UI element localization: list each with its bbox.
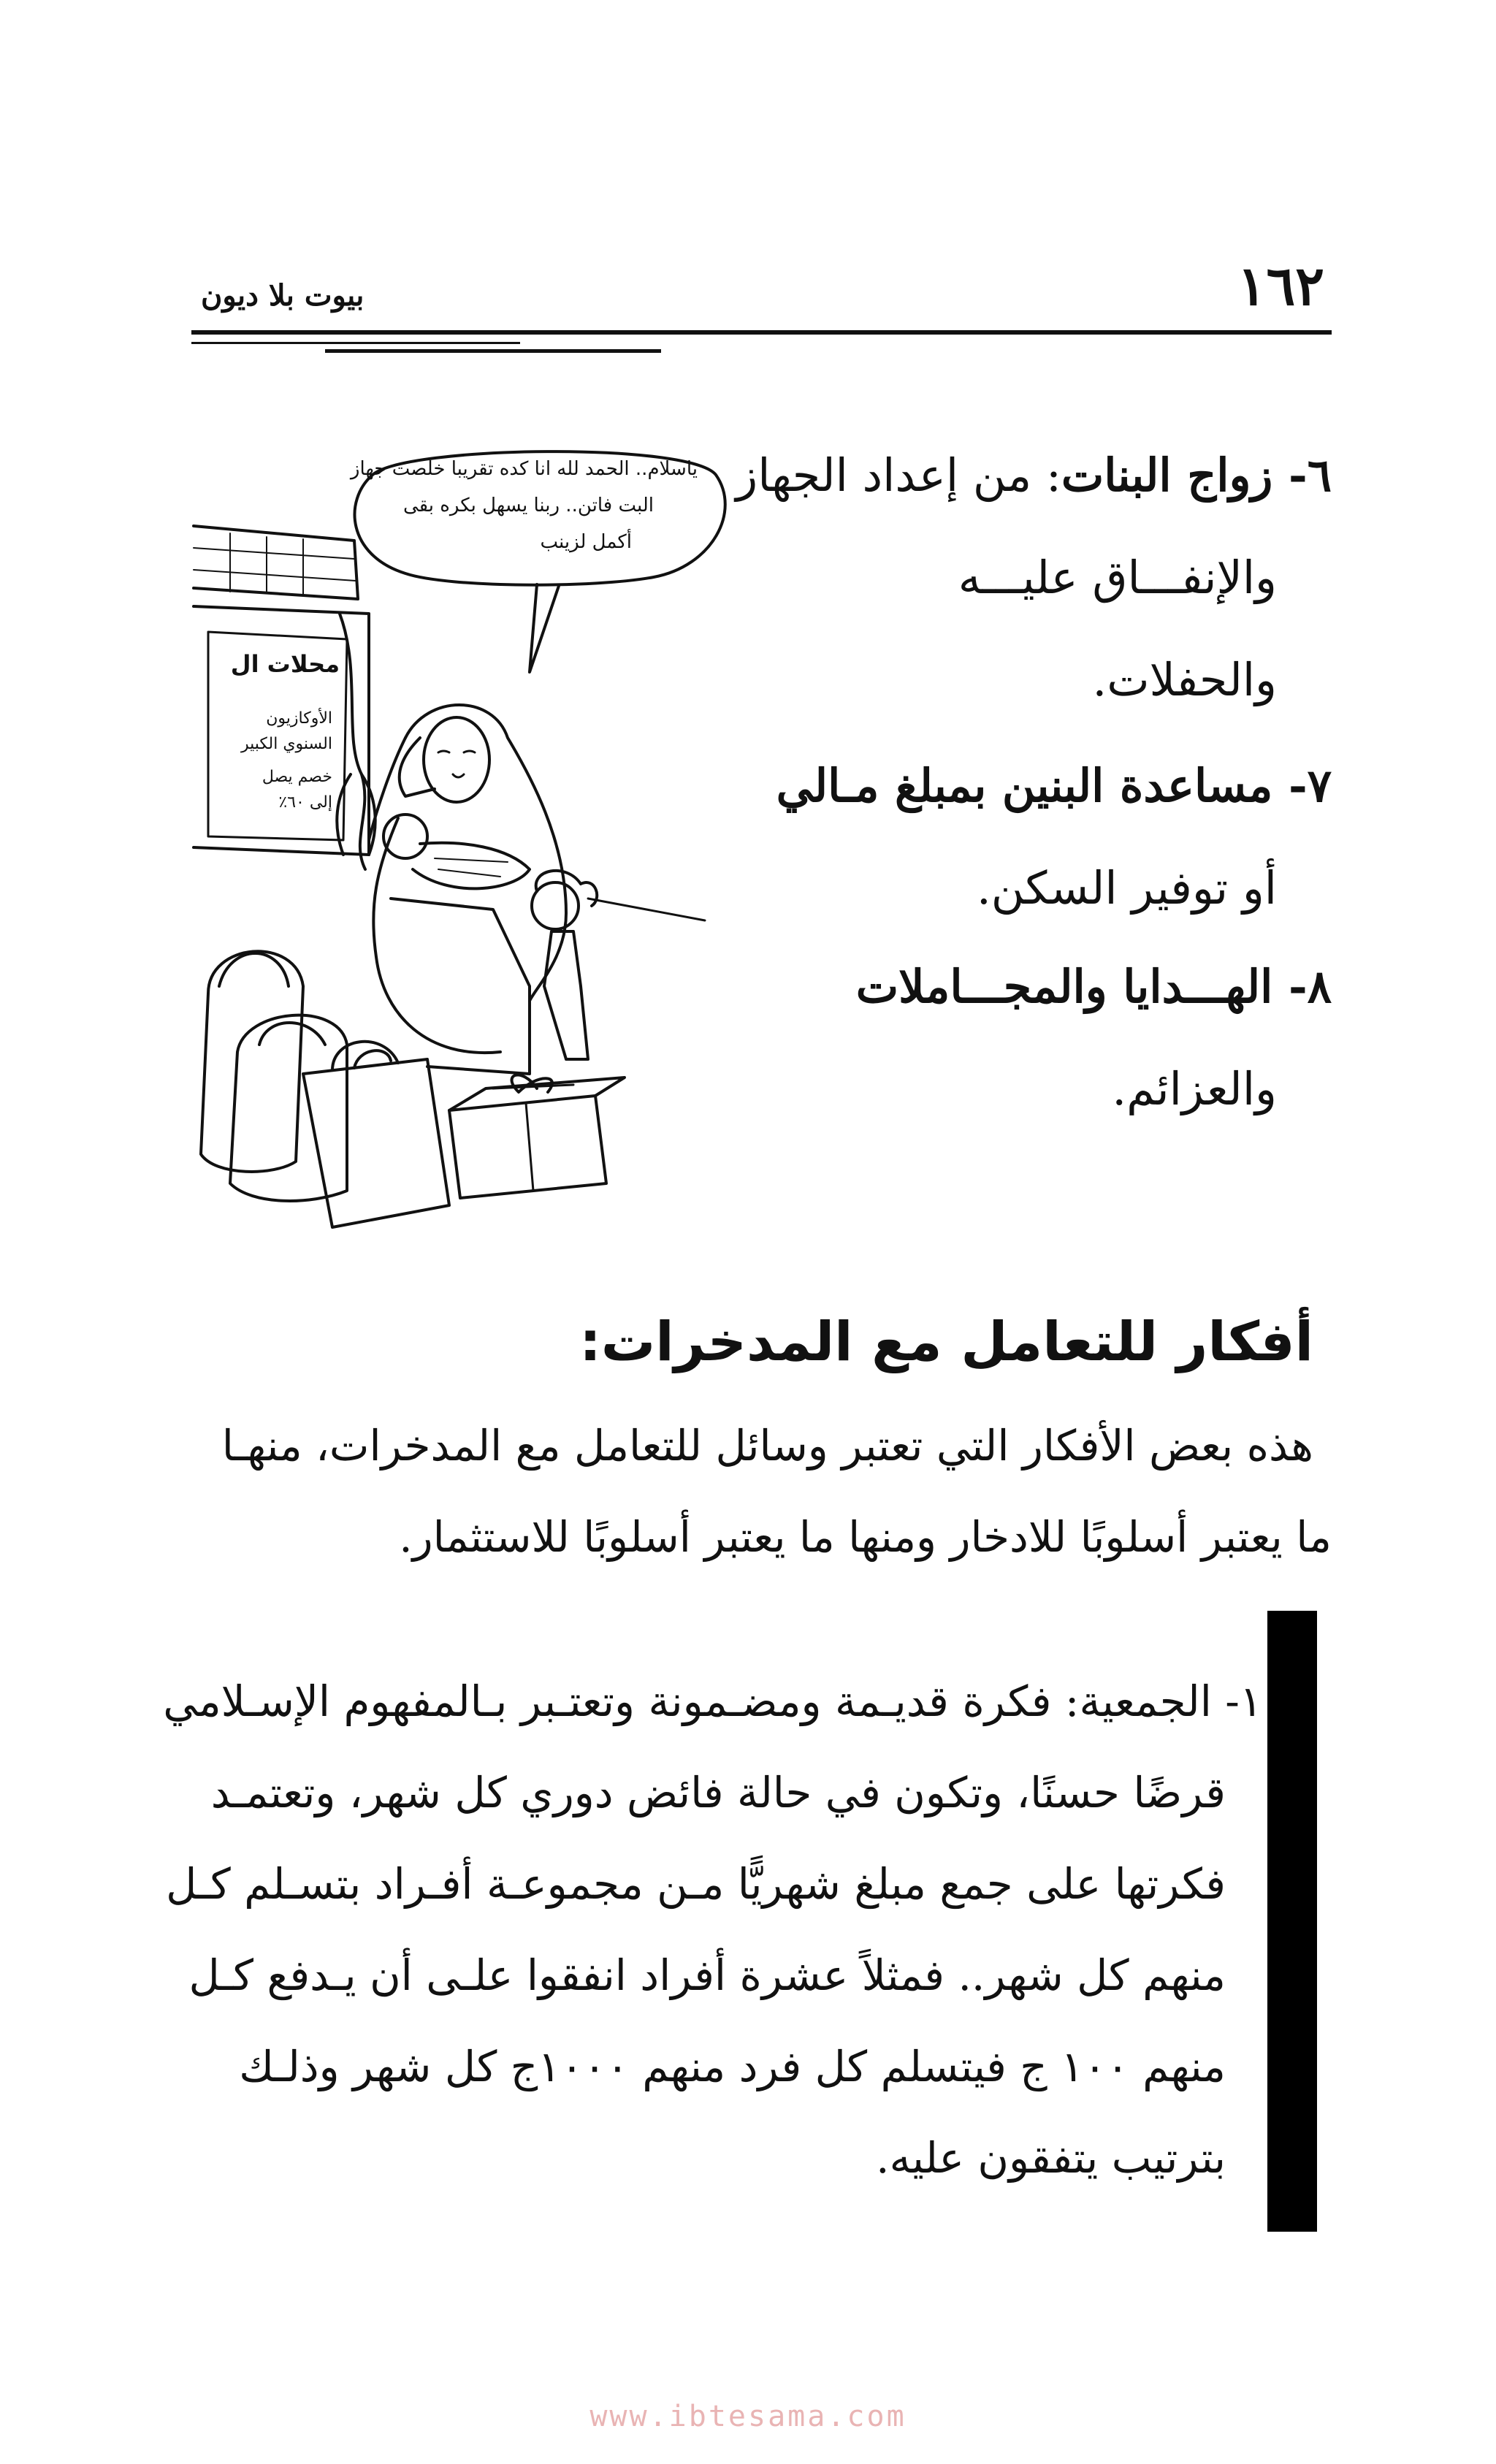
shop-sign-line-2: السنوي الكبير [240,735,332,753]
woman-arm-raised [400,738,435,796]
section-heading: أفكار للتعامل مع المدخرات: [579,1311,1313,1373]
speech-text-1: ياسلام.. الحمد لله انا كده تقريبا خلصت جهاز [350,458,698,480]
idea-1-line-3: فكرتها على جمع مبلغ شهريًّا مـن مجموعـة أفـراد بتسـلم كـل [166,1859,1226,1909]
item-6-line-2: والإنفـــاق عليـــه [958,551,1277,604]
idea-1-line-6: بترتيب يتفقون عليه. [876,2133,1226,2183]
item-8-line-2: والعزائم. [1112,1062,1277,1115]
gift-box-lid [449,1077,625,1110]
idea-1-line-5: منهم ١٠٠ ج فيتسلم كل فرد منهم ١٠٠٠ج كل شهر وذلـك [239,2042,1226,2091]
shop-awning [194,526,358,599]
idea-1-line-4: منهم كل شهر.. فمثلاً عشرة أفراد انفقوا علـى أن يـدفع كـل [188,1950,1226,2000]
girl-head [532,882,579,929]
intro-line-1: هذه بعض الأفكار التي تعتبر وسائل للتعامل مع المدخرات، منهـا [221,1421,1313,1471]
intro-line-2: ما يعتبر أسلوبًا للادخار ومنها ما يعتبر أسلوبًا للاستثمار. [399,1512,1332,1562]
item-6-line-1 [736,449,1332,502]
awning-stripes [194,533,356,595]
floor-line [588,899,705,920]
woman-features [438,751,475,777]
shopping-bag-3 [303,1059,449,1227]
header-rule [191,330,1332,335]
item-6-line-3: والحفلات. [1092,653,1277,706]
item-6-label: ٦- زواج البنات [1061,449,1332,502]
item-8-line-1: ٨- الهـــدايا والمجـــاملات [855,960,1332,1013]
baby-blanket [413,843,530,889]
speech-text-3: أكمل لزينب [540,531,632,553]
footer-watermark: www.ibtesama.com [589,2400,907,2433]
header-rule-underline [191,342,520,344]
speech-text-2: البت فاتن.. ربنا يسهل بكره بقى [402,495,654,516]
woman-hijab [405,705,566,1001]
speech-bubble-tail [530,584,559,672]
bench [391,899,530,1074]
gift-box [449,1096,606,1198]
running-title: بيوت بلا ديون [201,278,365,313]
shop-window [194,606,369,855]
item-7-line-2: أو توفير السكن. [977,861,1277,915]
baby-blanket-lines [435,858,508,877]
item-7-line-1: ٧- مساعدة البنين بمبلغ مـالي [776,759,1332,812]
paragraph-side-bar [1267,1611,1317,2232]
item-6-text: : من إعداد الجهاز [736,449,1061,502]
shop-sign-line-1: الأوكازيون [266,709,332,728]
idea-1-line-1: ١- الجمعية: فكرة قديـمة ومضـمونة وتعتـبر بـالمفهوم الإسـلامي [163,1677,1262,1726]
shopping-bag-2-handle [259,1023,325,1045]
idea-1-line-2: قرضًا حسنًا، وتكون في حالة فائض دوري كل شهر، وتعتمـد [210,1768,1226,1818]
shop-sign-title: محلات ال [230,650,340,678]
cartoon-illustration [186,431,771,1308]
shop-sign-line-4: إلى ٦٠٪ [278,793,332,812]
header-rule-short [325,349,661,353]
page-number: ١٦٢ [1237,255,1324,318]
girl-body [544,931,588,1059]
shop-sign-line-3: خصم يصل [262,768,332,786]
